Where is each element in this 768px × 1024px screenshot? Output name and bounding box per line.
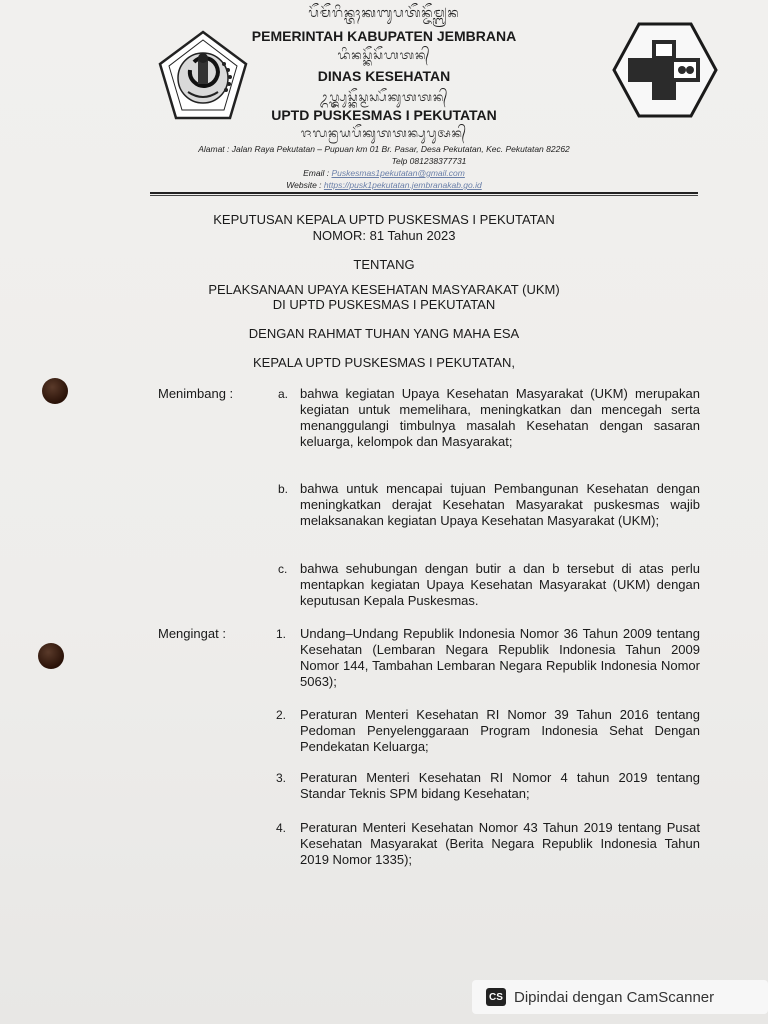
mengingat-item: Peraturan Menteri Kesehatan Nomor 43 Tahun 2019 tentang Pusat Kesehatan Masyarakat (Berita Negara Republik Indonesia Tahun 2019 Nomor 1335);: [300, 820, 700, 867]
mengingat-label: Mengingat :: [158, 626, 226, 641]
website-link[interactable]: https://pusk1pekutatan.jembranakab.go.id: [323, 180, 482, 190]
menimbang-item: bahwa untuk mencapai tujuan Pembangunan Kesehatan dengan meningkatkan derajat Kesehatan Masyarakat puskesmas wajib melaksanakan kegiatan Upaya Kesehatan Masyarakat (UKM);: [300, 481, 700, 528]
invocation: DENGAN RAHMAT TUHAN YANG MAHA ESA: [248, 326, 520, 341]
website-label: Website :: [286, 180, 322, 190]
list-marker: 2.: [276, 708, 287, 722]
email-link[interactable]: Puskesmas1pekutatan@gmail.com: [331, 168, 465, 178]
balinese-script-line: ᬤᬶᬦᬲ᭄ᬓᭂᬲᭂᬳᬢᬦ᭄: [337, 48, 431, 62]
menimbang-item: bahwa kegiatan Upaya Kesehatan Masyarakat (UKM) merupakan kegiatan untuk memelihara, meningkatkan dan mencegah serta menanggulangi timbulnya masalah Kesehatan dengan sasaran keluarga, kelompok dan Masyarakat;: [300, 386, 700, 449]
menimbang-item: bahwa sehubungan dengan butir a dan b tersebut di atas perlu mentapkan kegiatan Upaya Kesehatan Masyarakat (UKM) dengan keputusan Kepala Puskesmas.: [300, 561, 700, 608]
website-line: [0, 180, 768, 190]
department-name: DINAS KESEHATAN: [317, 68, 451, 84]
subject-line: DI UPTD PUSKESMAS I PEKUTATAN: [272, 297, 496, 312]
phone-line: Telp 081238377731: [391, 156, 467, 166]
email-label: Email :: [303, 168, 330, 178]
menimbang-label: Menimbang :: [158, 386, 234, 401]
mengingat-item: Undang–Undang Republik Indonesia Nomor 36 Tahun 2009 tentang Kesehatan (Lembaran Negara Republik Indonesia Tahun 2009 Nomor 144, Tambahan Lembaran Negara Republik Indonesia Nomor 5063);: [300, 626, 700, 689]
decree-number: NOMOR: 81 Tahun 2023: [312, 228, 456, 243]
balinese-script-line: ᬉᬧ᭄ᬢ᭄ᬤ᭄ᬧᬸᬲ᭄ᬓᭂᬲ᭄ᬫᬲ᭄ᬧᭂᬓᬸᬢᬢᬦ᭄: [319, 90, 449, 104]
balinese-script-line: ᬧᭂᬫᭂᬭᬶᬦ᭄ᬢᬄᬓᬩᬸᬧᬢᭂᬦ᭄ᬚᭂᬫ᭄ᬩ᭄ᬭᬦ: [308, 6, 460, 21]
punch-hole: [38, 643, 64, 669]
list-marker: 4.: [276, 821, 287, 835]
authority-line: KEPALA UPTD PUSKESMAS I PEKUTATAN,: [253, 355, 515, 370]
balinese-script-line: ᬚᬮᬦ᭄ᬭᬬᬧᭂᬓᬸᬢᬢᬦ᭄ᬧᬸᬧᬸᬅᬦ᭄: [300, 126, 468, 140]
address-line: Alamat : Jalan Raya Pekutatan – Pupuan km 01 Br. Pasar, Desa Pekutatan, Kec. Pekutatan 82262: [198, 144, 570, 154]
subject-line: PELAKSANAAN UPAYA KESEHATAN MASYARAKAT (UKM): [208, 282, 560, 297]
list-marker: c.: [278, 562, 288, 576]
list-marker: b.: [278, 482, 289, 496]
government-name: PEMERINTAH KABUPATEN JEMBRANA: [251, 28, 517, 44]
mengingat-item: Peraturan Menteri Kesehatan RI Nomor 4 tahun 2019 tentang Standar Teknis SPM bidang Kesehatan;: [300, 770, 700, 801]
header-divider: [150, 195, 698, 196]
list-marker: 1.: [276, 627, 287, 641]
list-marker: a.: [278, 387, 289, 401]
decree-title: KEPUTUSAN KEPALA UPTD PUSKESMAS I PEKUTATAN: [213, 212, 555, 227]
email-line: [0, 168, 768, 178]
camscanner-logo-icon: CS: [486, 988, 506, 1006]
tentang-heading: TENTANG: [353, 257, 415, 272]
punch-hole: [42, 378, 68, 404]
mengingat-item: Peraturan Menteri Kesehatan RI Nomor 39 Tahun 2016 tentang Pedoman Penyelenggaraan Program Indonesia Sehat Dengan Pendekatan Keluarga;: [300, 707, 700, 754]
camscanner-text: Dipindai dengan CamScanner: [514, 988, 715, 1006]
unit-name: UPTD PUSKESMAS I PEKUTATAN: [271, 107, 497, 123]
list-marker: 3.: [276, 771, 287, 785]
header-divider: [150, 192, 698, 194]
camscanner-watermark: [472, 980, 768, 1014]
